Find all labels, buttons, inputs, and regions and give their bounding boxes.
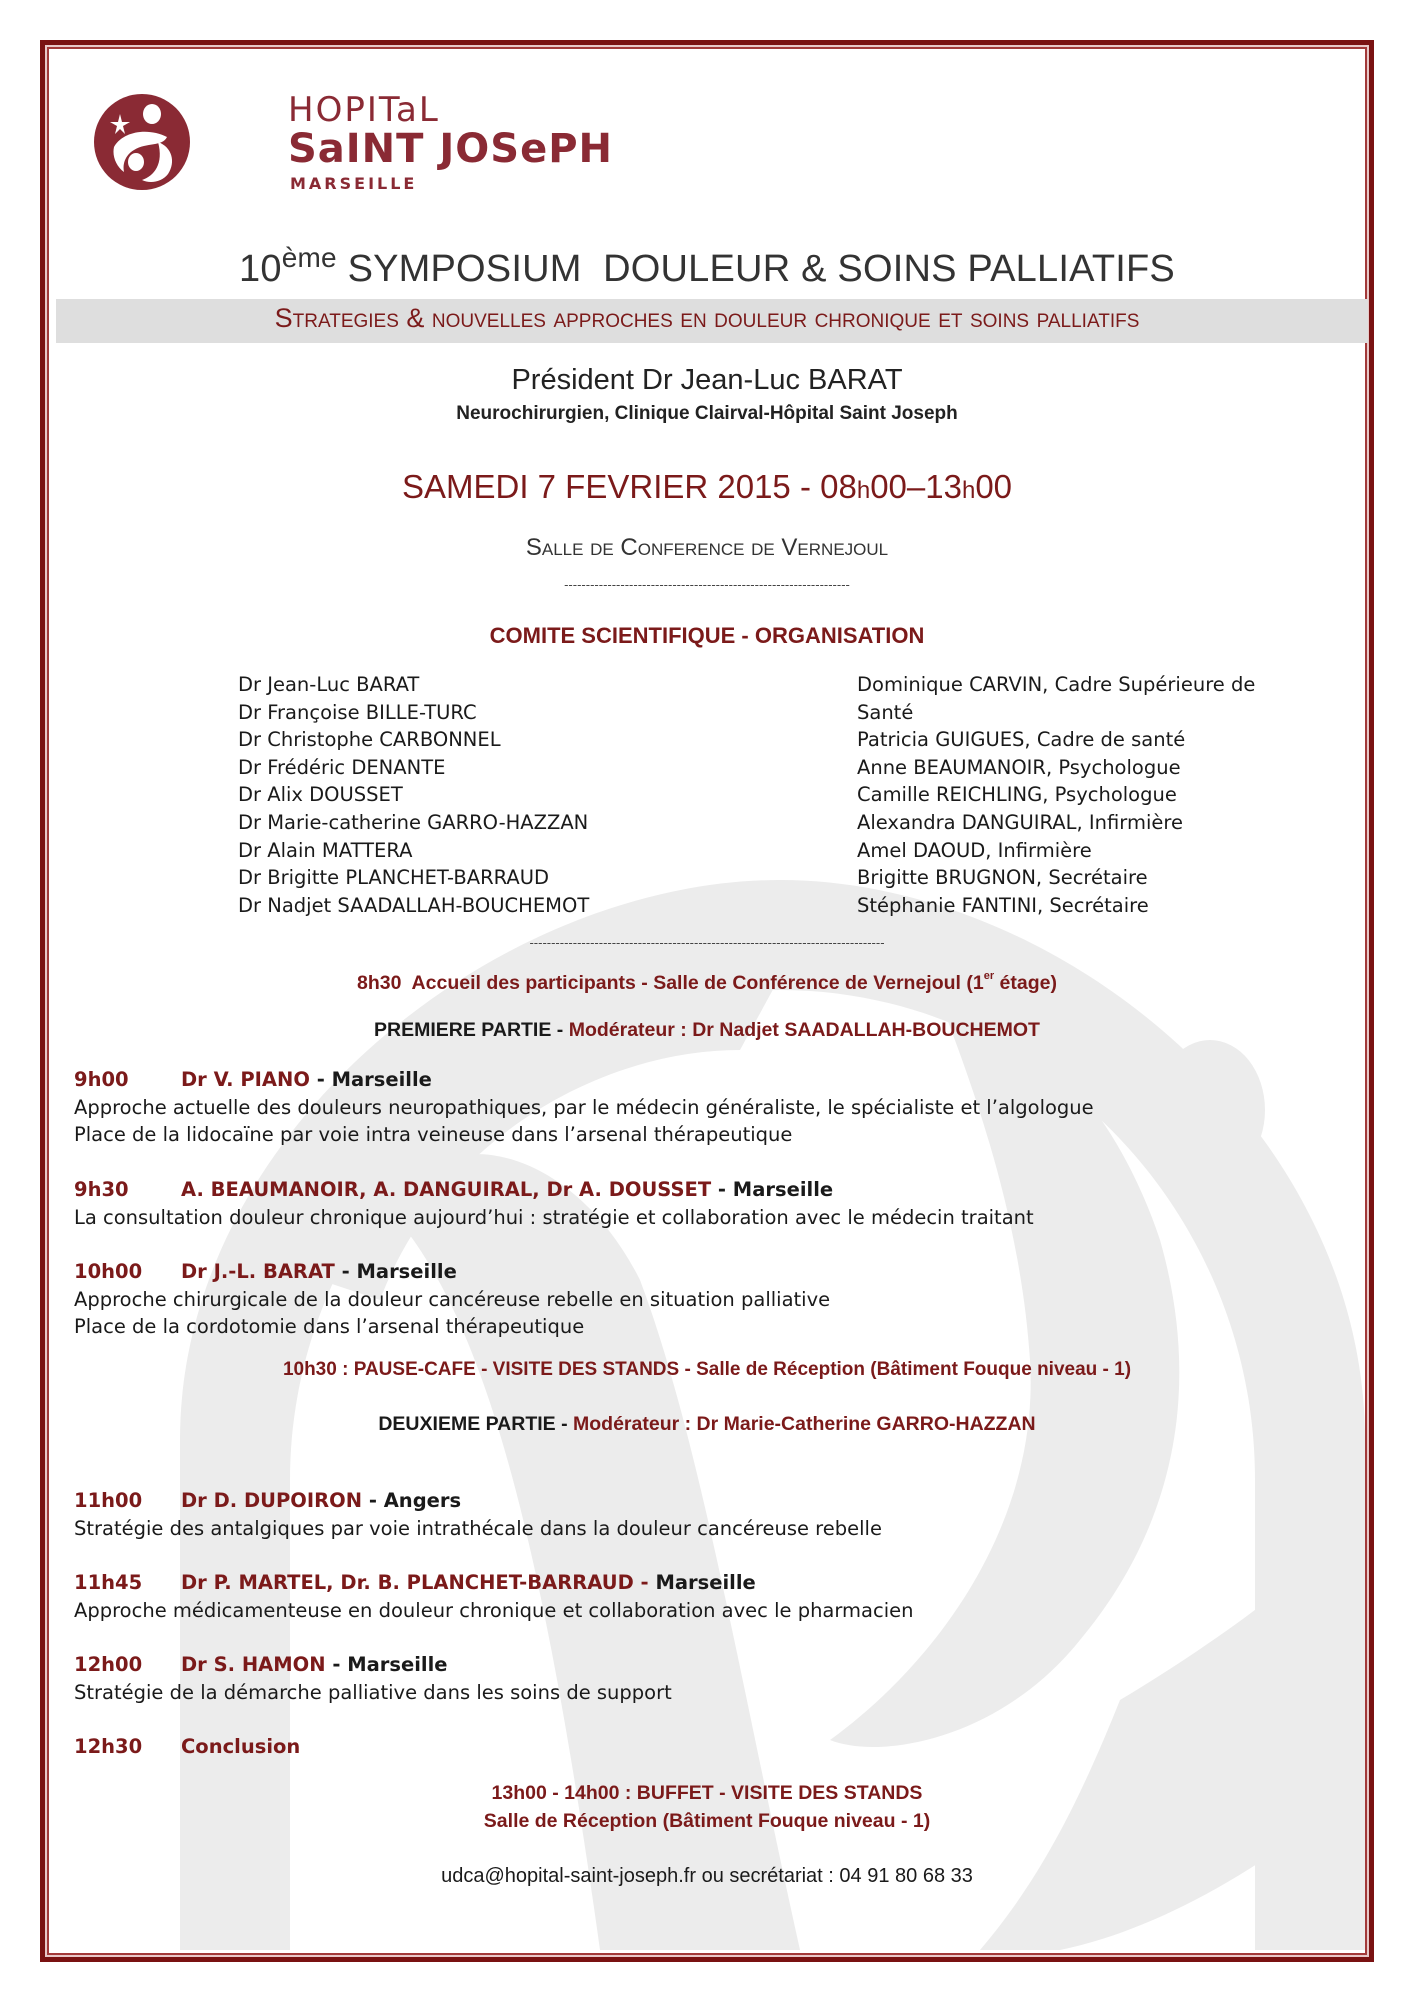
part-two-label: DEUXIEME PARTIE - <box>378 1413 574 1435</box>
logo-line-hopital: HOPITaL <box>288 90 440 130</box>
session-city: - Marseille <box>711 1178 834 1201</box>
committee-member: Patricia GUIGUES, Cadre de santé <box>857 728 1186 752</box>
session-city: Marseille <box>655 1571 756 1594</box>
president-role: Neurochirurgien, Clinique Clairval-Hôpital Saint Joseph <box>456 403 958 424</box>
session-speakers: Dr S. HAMON <box>181 1653 326 1676</box>
event-date <box>50 468 1364 506</box>
edition-suffix: ème <box>281 242 337 273</box>
part-one-header <box>50 1019 1364 1042</box>
president: Président Dr Jean-Luc BARAT <box>511 364 903 396</box>
session-time: 12h00 <box>74 1653 143 1676</box>
committee-member: Alexandra DANGUIRAL, Infirmière <box>857 810 1183 834</box>
session-speakers: A. BEAUMANOIR, A. DANGUIRAL, Dr A. DOUSSET <box>181 1178 712 1201</box>
committee-member: Dr Alix DOUSSET <box>238 783 403 807</box>
session-speakers: Dr J.-L. BARAT <box>181 1260 335 1283</box>
part-two-header <box>50 1413 1364 1436</box>
session-topic: Stratégie de la démarche palliative dans les soins de support <box>74 1680 672 1704</box>
session-time: 12h30 <box>74 1735 143 1758</box>
session-city: - Marseille <box>334 1260 457 1283</box>
session-time: 10h00 <box>74 1260 143 1283</box>
committee-member: Dr Alain MATTERA <box>238 838 413 862</box>
committee-member: Amel DAOUD, Infirmière <box>857 838 1092 862</box>
logo-line-marseille: MARSEILLE <box>290 174 418 193</box>
date-text: SAMEDI 7 FEVRIER 2015 - <box>401 468 821 505</box>
session-city: - Marseille <box>309 1068 432 1091</box>
part-one-moderator: Modérateur : Dr Nadjet SAADALLAH-BOUCHEMOT <box>568 1019 1040 1041</box>
committee-member: Anne BEAUMANOIR, Psychologue <box>857 755 1181 779</box>
time-mid: 00–13 <box>870 468 962 505</box>
committee-member: Dr Jean-Luc BARAT <box>238 673 420 696</box>
session-item <box>74 1487 882 1542</box>
committee-member: Dr Frédéric DENANTE <box>238 755 446 779</box>
committee-title: COMITE SCIENTIFIQUE - ORGANISATION <box>489 623 925 648</box>
committee-member: Dr Marie-catherine GARRO-HAZZAN <box>238 810 589 834</box>
session-speakers: Dr V. PIANO <box>181 1068 310 1091</box>
welcome-line <box>50 972 1364 995</box>
session-conclusion: Conclusion <box>181 1735 301 1758</box>
edition-number: 10 <box>239 248 282 290</box>
hospital-logo <box>92 90 613 195</box>
session-topic: La consultation douleur chronique aujourd’hui : stratégie et collaboration avec le médecin traitant <box>74 1205 1034 1229</box>
session-city: - Angers <box>362 1489 462 1512</box>
session-item <box>74 1258 830 1341</box>
committee-member: Stéphanie FANTINI, Secrétaire <box>857 893 1149 917</box>
time-end-min: 00 <box>975 468 1013 505</box>
session-city: - Marseille <box>325 1653 448 1676</box>
session-topic: Place de la cordotomie dans l’arsenal thérapeutique <box>74 1315 585 1339</box>
session-speakers: Dr P. MARTEL, Dr. B. PLANCHET-BARRAUD - <box>181 1571 656 1594</box>
buffet-location: Salle de Réception (Bâtiment Fouque niveau - 1) <box>483 1810 931 1832</box>
session-item <box>74 1176 1034 1231</box>
part-one-label: PREMIERE PARTIE - <box>374 1019 569 1041</box>
welcome-text: 8h30 Accueil des participants - Salle de Conférence de Vernejoul (1 <box>356 972 984 994</box>
committee-member: Dr Françoise BILLE-TURC <box>238 700 477 724</box>
committee-member: Dr Brigitte PLANCHET-BARRAUD <box>238 866 550 890</box>
subtitle: Strategies & nouvelles approches en douleur chronique et soins palliatifs <box>274 303 1140 333</box>
venue: Salle de Conference de Vernejoul <box>525 534 889 561</box>
committee-member: Santé <box>857 700 914 724</box>
welcome-sup: er <box>983 970 995 982</box>
committee-member: Brigitte BRUGNON, Secrétaire <box>857 866 1148 890</box>
session-topic: Approche médicamenteuse en douleur chronique et collaboration avec le pharmacien <box>74 1598 914 1622</box>
hospital-emblem-icon <box>92 92 192 192</box>
buffet-line: 13h00 - 14h00 : BUFFET - VISITE DES STANDS <box>491 1782 923 1804</box>
committee-member: Camille REICHLING, Psychologue <box>857 783 1177 807</box>
session-time: 11h45 <box>74 1571 143 1594</box>
session-time: 11h00 <box>74 1489 143 1512</box>
time-h-1: h <box>856 477 871 504</box>
committee-member: Dominique CARVIN, Cadre Supérieure de <box>857 673 1256 696</box>
time-h-2: h <box>961 477 976 504</box>
session-time: 9h00 <box>74 1068 129 1091</box>
committee-left-list <box>238 671 589 919</box>
session-topic: Approche actuelle des douleurs neuropathiques, par le médecin généraliste, le spécialiste et l’algologue <box>74 1095 1094 1119</box>
welcome-end: étage) <box>994 972 1057 994</box>
divider-top: ------------------------------------------------------------------ <box>564 578 850 592</box>
session-time: 9h30 <box>74 1178 129 1201</box>
session-topic: Approche chirurgicale de la douleur cancéreuse rebelle en situation palliative <box>74 1287 831 1311</box>
session-speakers: Dr D. DUPOIRON <box>181 1489 363 1512</box>
coffee-break: 10h30 : PAUSE-CAFE - VISITE DES STANDS - Salle de Réception (Bâtiment Fouque niveau - 1) <box>282 1359 1132 1380</box>
symposium-title <box>50 242 1364 291</box>
title-text: SYMPOSIUM DOULEUR & SOINS PALLIATIFS <box>347 248 1175 290</box>
part-two-moderator: Modérateur : Dr Marie-Catherine GARRO-HAZZAN <box>573 1413 1036 1435</box>
session-item <box>74 1651 672 1706</box>
committee-member: Dr Nadjet SAADALLAH-BOUCHEMOT <box>238 893 590 917</box>
session-item <box>74 1569 914 1624</box>
logo-line-saint-joseph: SaINT JOSePH <box>288 126 613 172</box>
committee-member: Dr Christophe CARBONNEL <box>238 728 501 752</box>
time-start-hour: 08 <box>820 468 857 505</box>
contact-info: udca@hopital-saint-joseph.fr ou secrétariat : 04 91 80 68 33 <box>441 1865 973 1887</box>
session-item <box>74 1066 1094 1149</box>
session-topic: Place de la lidocaïne par voie intra veineuse dans l’arsenal thérapeutique <box>74 1123 793 1147</box>
session-topic: Stratégie des antalgiques par voie intrathécale dans la douleur cancéreuse rebelle <box>74 1516 882 1540</box>
divider-committee: ---------------------------------------------------------------------------------- <box>529 936 885 950</box>
session-item <box>74 1733 300 1761</box>
committee-right-list <box>857 671 1255 919</box>
